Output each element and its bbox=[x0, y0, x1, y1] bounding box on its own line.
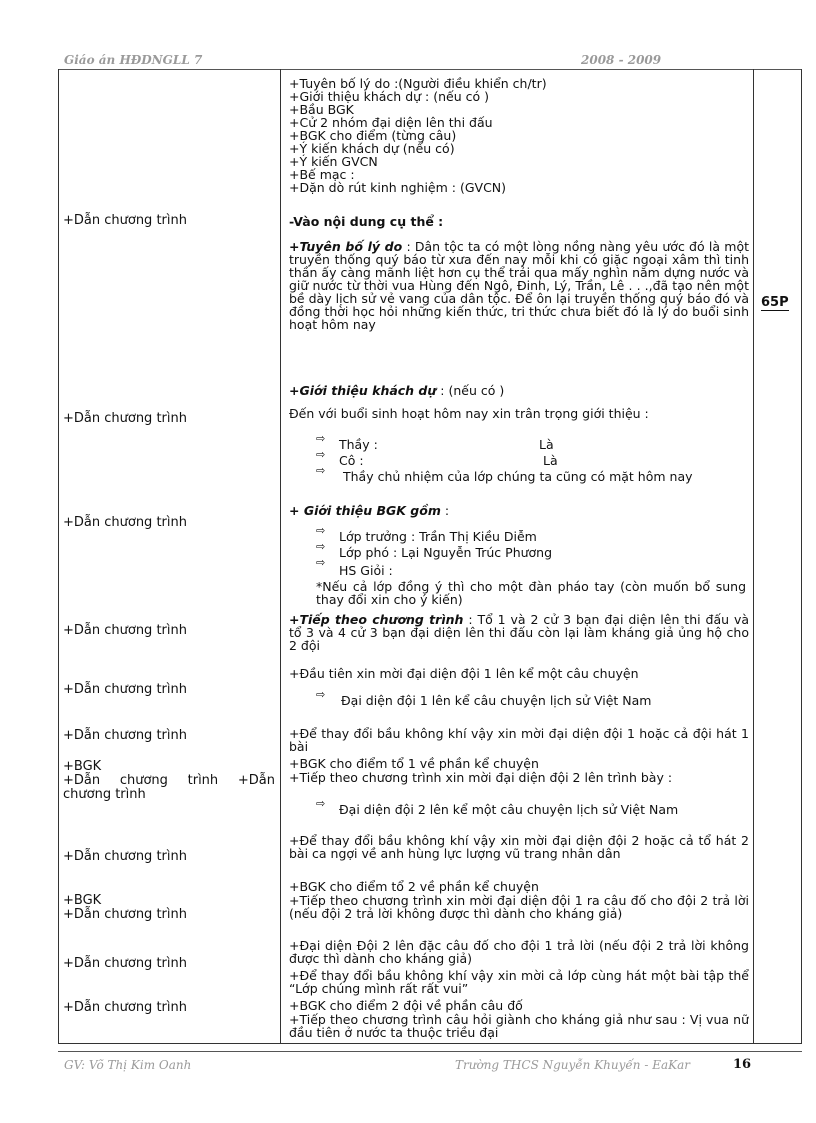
footer-school: Trường THCS Nguyễn Khuyến - EaKar bbox=[455, 1058, 690, 1072]
next-program-text: : Tổ 1 và 2 cử 3 bạn đại diện lên thi đấu và tổ 3 và 4 cử 3 bạn đại diện lên thi đấu còn lại làm kháng giả ủng hộ cho 2 đội bbox=[289, 612, 749, 653]
class-song: +Để thay đổi bầu không khí vậy xin mời cả lớp cùng hát một bài tập thể “Lớp chúng mình rất rất vui” bbox=[289, 968, 749, 996]
judges-colon: : bbox=[444, 503, 450, 518]
arrow-icon: ⇨ bbox=[316, 448, 326, 461]
score-riddles: +BGK cho điểm 2 đội về phần câu đố bbox=[289, 998, 523, 1013]
arrow-icon: ⇨ bbox=[316, 556, 326, 569]
guests-intro: Đến với buổi sinh hoạt hôm nay xin trân trọng giới thiệu : bbox=[289, 406, 649, 421]
team2-call: +Tiếp theo chương trình xin mời đại diện đội 2 lên trình bày : bbox=[289, 770, 673, 785]
judges-heading: + Giới thiệu BGK gồm bbox=[289, 503, 441, 518]
arrow-icon: ⇨ bbox=[316, 797, 326, 810]
step-item: +Bầu BGK bbox=[289, 102, 354, 117]
step-item: +Giới thiệu khách dự : (nếu có ) bbox=[289, 89, 489, 104]
section-heading: -Vào nội dung cụ thể : bbox=[289, 214, 444, 229]
role-mc: +Dẫn chương trình +Dẫn bbox=[63, 773, 275, 788]
role-mc: +Dẫn chương trình bbox=[63, 623, 187, 638]
score-team2-story: +BGK cho điểm tổ 2 về phần kể chuyện bbox=[289, 879, 539, 894]
role-mc: +Dẫn chương trình bbox=[63, 907, 187, 922]
role-mc: chương trình bbox=[63, 787, 146, 802]
guests-heading: +Giới thiệu khách dự bbox=[289, 383, 437, 398]
guest-lady: Cô : bbox=[339, 453, 364, 468]
step-item: +Cử 2 nhóm đại diện lên thi đấu bbox=[289, 115, 493, 130]
riddle-team2: +Đại diện Đội 2 lên đặc câu đố cho đội 1 trả lời (nếu đội 2 trả lời không được thì dành cho kháng giả) bbox=[289, 938, 749, 966]
column-divider-left bbox=[280, 69, 281, 1043]
page-number: 16 bbox=[733, 1057, 752, 1072]
column-divider-right bbox=[753, 69, 754, 1043]
role-mc: +Dẫn chương trình bbox=[63, 411, 187, 426]
role-mc: +Dẫn chương trình bbox=[63, 728, 187, 743]
judges-heading-line bbox=[289, 504, 749, 517]
reason-text: : Dân tộc ta có một lòng nồng nàng yêu ước đó là một truyền thống quý báo từ xưa đến nay mỗi khi có giặc ngoại xâm thì tinh thần ấy càng mãnh liệt hơn cụ thể trải qua mấy nghìn năm dựng nước và giữ nước từ thời vua Hùng đến Ngô, Đinh, Lý, Trần, Lê . . .,đã tạo nên một bề dày lịch sử vẻ vang của dân tộc. Để ôn lại truyền thống quý báo đó và đồng thời học hỏi những kiến thức, tri thức chưa biết đó là lý do buổi sinh hoạt hôm nay bbox=[289, 239, 749, 332]
guest-teacher-role: Là bbox=[539, 437, 554, 452]
role-mc: +Dẫn chương trình bbox=[63, 956, 187, 971]
program-steps bbox=[289, 77, 749, 194]
role-mc: +Dẫn chương trình bbox=[63, 1000, 187, 1015]
reason-paragraph bbox=[289, 240, 749, 331]
step-item: +Ý kiến GVCN bbox=[289, 154, 378, 169]
arrow-icon: ⇨ bbox=[316, 688, 326, 701]
time-allocation: 65P bbox=[761, 295, 789, 310]
next-program-heading: +Tiếp theo chương trình bbox=[289, 612, 464, 627]
footer-rule bbox=[58, 1051, 802, 1052]
step-item: +Tuyên bố lý do :(Người điều khiển ch/tr) bbox=[289, 76, 547, 91]
score-team1-story: +BGK cho điểm tổ 1 về phần kể chuyện bbox=[289, 756, 539, 771]
role-judges: +BGK bbox=[63, 759, 102, 774]
judge-1: Lớp trưởng : Trần Thị Kiều Diễm bbox=[339, 529, 537, 544]
arrow-icon: ⇨ bbox=[316, 524, 326, 537]
team2-story: Đại diện đội 2 lên kể một câu chuyện lịch sử Việt Nam bbox=[339, 802, 679, 817]
header-subject: Giáo án HĐDNGLL 7 bbox=[64, 53, 203, 67]
step-item: +Dặn dò rút kinh nghiệm : (GVCN) bbox=[289, 180, 507, 195]
step-item: +Bế mạc : bbox=[289, 167, 355, 182]
role-mc: +Dẫn chương trình bbox=[63, 213, 187, 228]
header-school-year: 2008 - 2009 bbox=[581, 53, 662, 67]
next-program-paragraph bbox=[289, 613, 749, 652]
role-mc: +Dẫn chương trình bbox=[63, 849, 187, 864]
step-item: +Ý kiến khách dự (nếu có) bbox=[289, 141, 455, 156]
riddle-team1: +Tiếp theo chương trình xin mời đại diện đội 1 ra câu đố cho đội 2 trả lời (nếu đội 2 trả lời không được thì dành cho kháng giả) bbox=[289, 893, 749, 921]
footer-teacher: GV: Võ Thị Kim Oanh bbox=[64, 1058, 192, 1072]
role-mc: +Dẫn chương trình bbox=[63, 515, 187, 530]
role-judges: +BGK bbox=[63, 893, 102, 908]
guests-heading-line bbox=[289, 384, 749, 397]
step-item: +BGK cho điểm (từng câu) bbox=[289, 128, 457, 143]
guests-heading-note: : (nếu có ) bbox=[440, 383, 505, 398]
guest-homeroom: Thầy chủ nhiệm của lớp chúng ta cũng có mặt hôm nay bbox=[343, 469, 693, 484]
judge-2: Lớp phó : Lại Nguyễn Trúc Phương bbox=[339, 545, 553, 560]
guest-teacher: Thầy : bbox=[339, 437, 378, 452]
reason-heading: +Tuyên bố lý do bbox=[289, 239, 403, 254]
applause-note: *Nếu cả lớp đồng ý thì cho một đàn pháo tay (còn muốn bổ sung thay đổi xin cho ý kiến) bbox=[316, 579, 746, 607]
role-mc: +Dẫn chương trình bbox=[63, 682, 187, 697]
arrow-icon: ⇨ bbox=[316, 464, 326, 477]
arrow-icon: ⇨ bbox=[316, 432, 326, 445]
arrow-icon: ⇨ bbox=[316, 540, 326, 553]
team1-song: +Để thay đổi bầu không khí vậy xin mời đại diện đội 1 hoặc cả đội hát 1 bài bbox=[289, 726, 749, 754]
audience-question: +Tiếp theo chương trình câu hỏi giành cho kháng giả như sau : Vị vua nữ đầu tiên ở nước ta thuộc triều đại bbox=[289, 1013, 749, 1040]
first-story-call: +Đầu tiên xin mời đại diện đội 1 lên kể một câu chuyện bbox=[289, 666, 639, 681]
guest-lady-role: Là bbox=[543, 453, 558, 468]
team2-song: +Để thay đổi bầu không khí vậy xin mời đại diện đội 2 hoặc cả tổ hát 2 bài ca ngợi về anh hùng lực lượng vũ trang nhân dân bbox=[289, 833, 749, 861]
team1-story: Đại diện đội 1 lên kể câu chuyện lịch sử Việt Nam bbox=[341, 693, 652, 708]
judge-3: HS Giỏi : bbox=[339, 563, 393, 578]
